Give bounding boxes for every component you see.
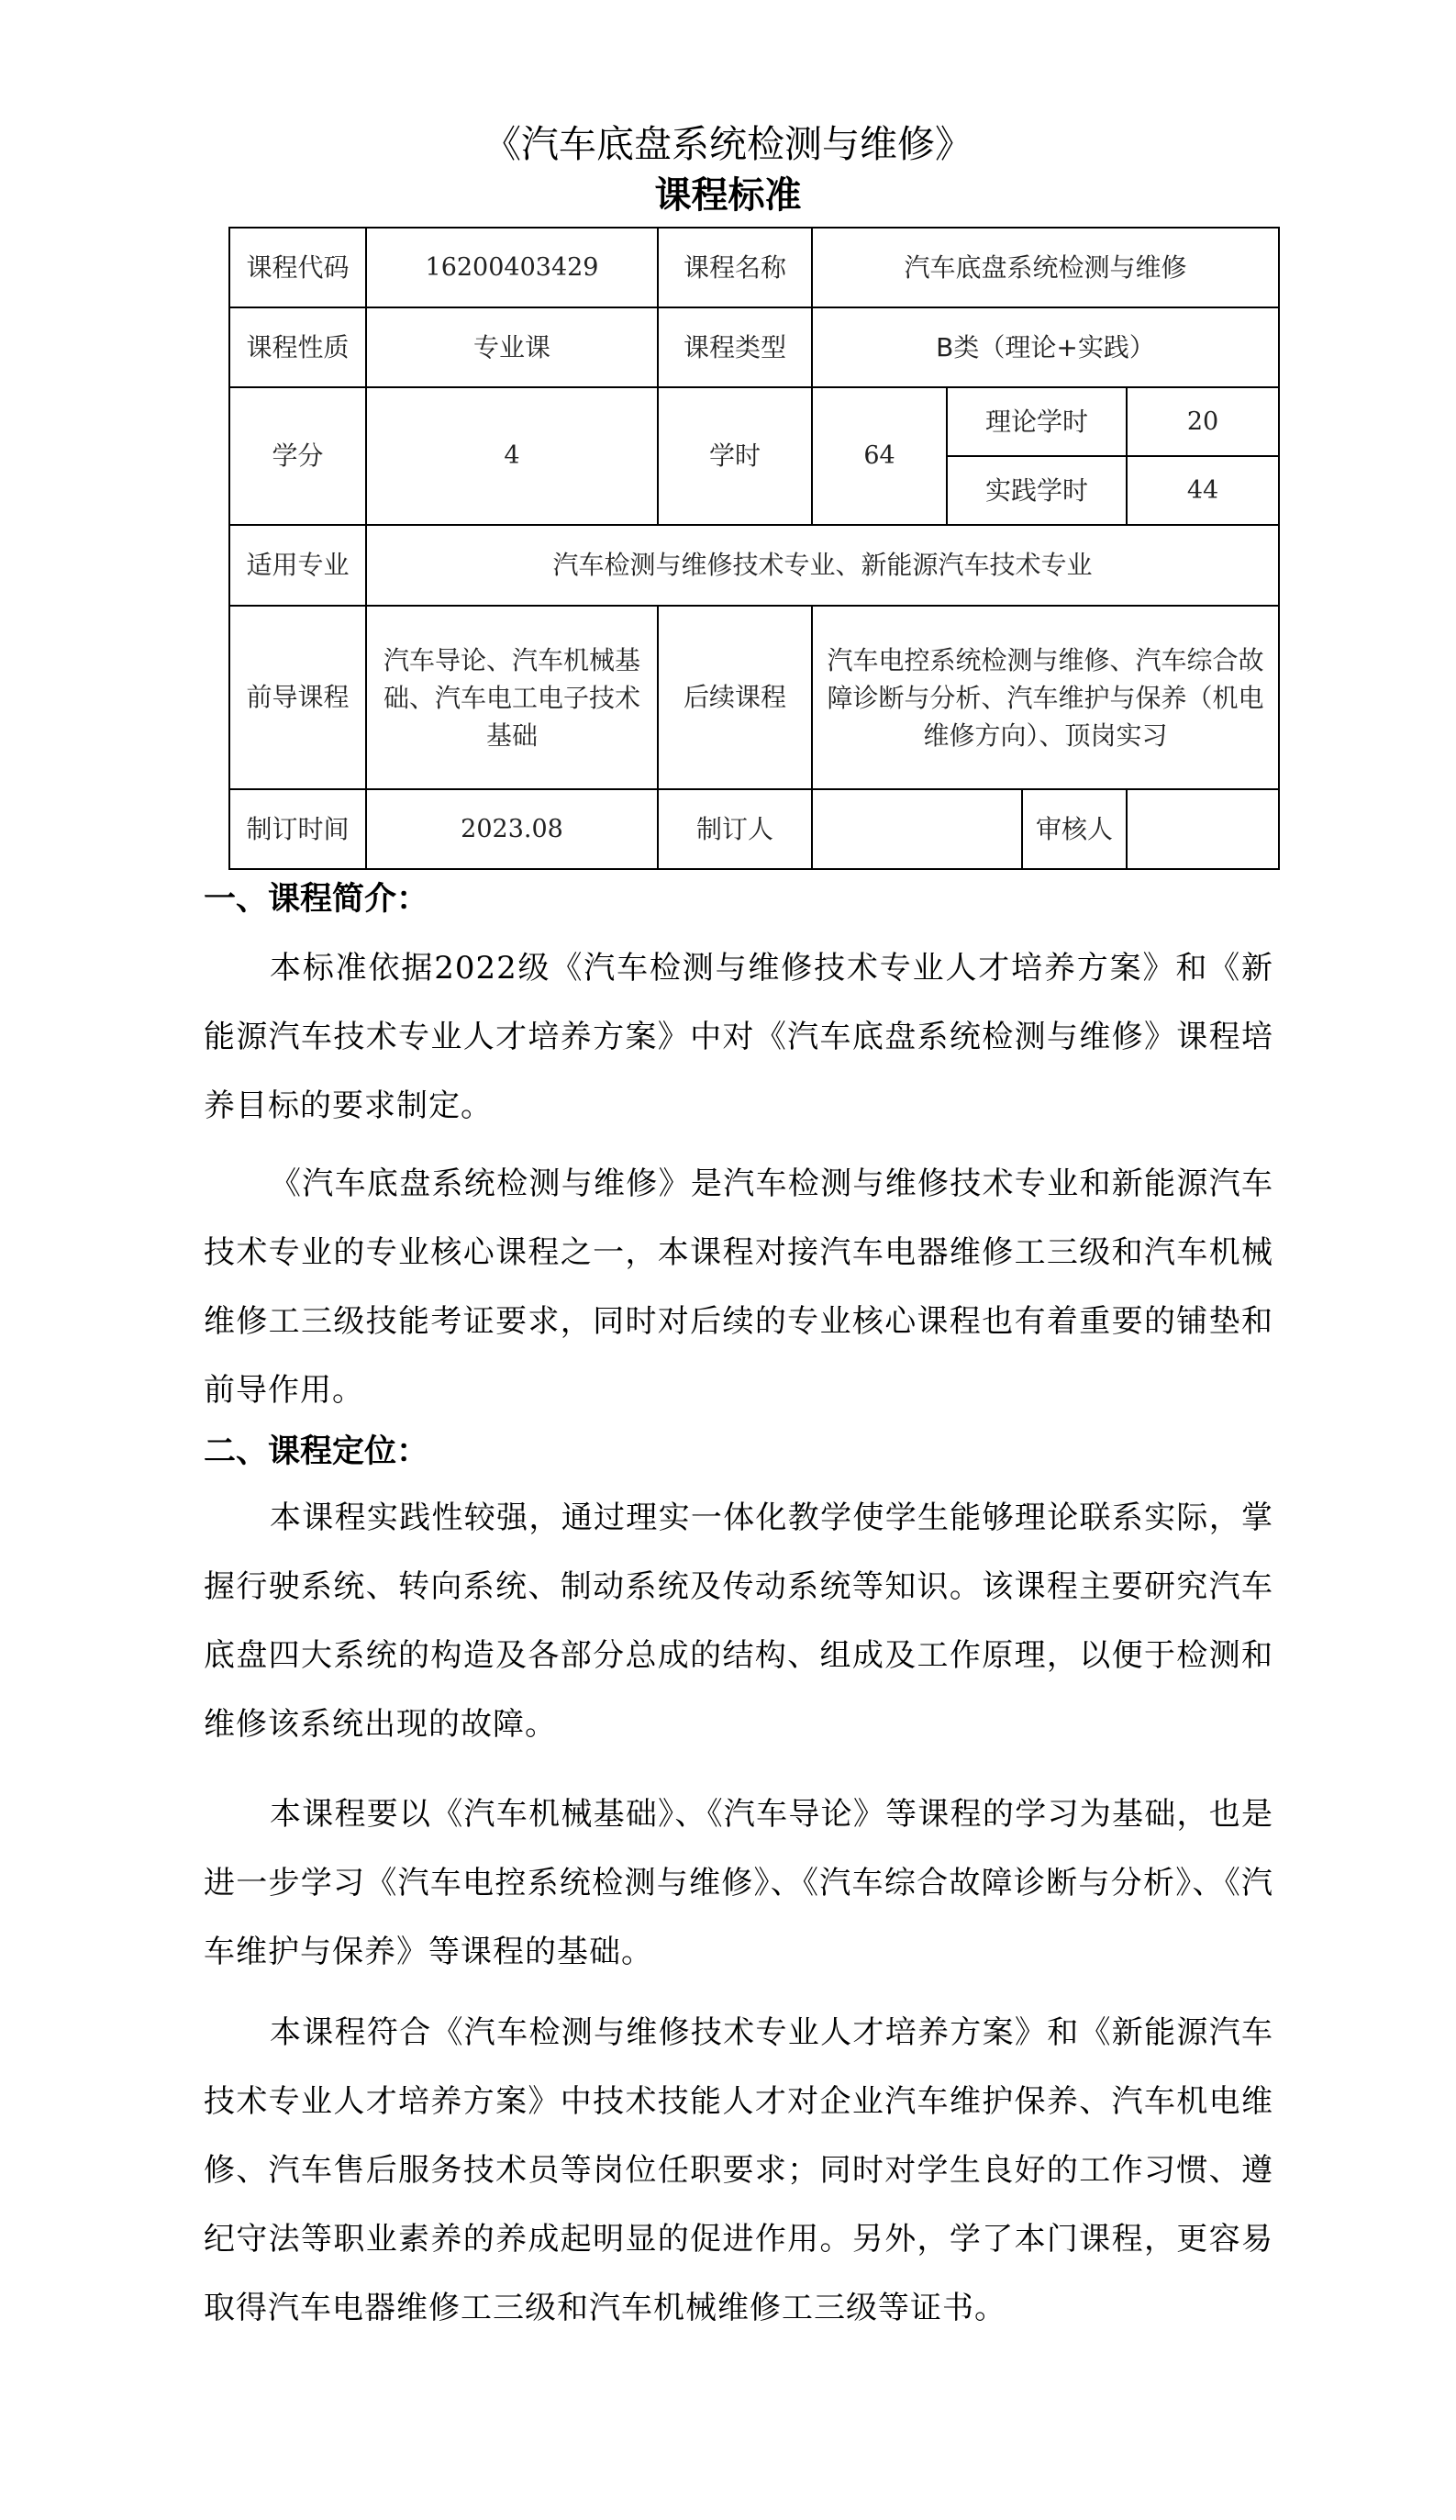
course-nature-label: 课程性质 <box>229 307 366 387</box>
intro-paragraph-1: 本标准依据2022级《汽车检测与维修技术专业人才培养方案》和《新能源汽车技术专业人才培养方案》中对《汽车底盘系统检测与维修》课程培养目标的要求制定。 <box>204 950 1273 1124</box>
position-paragraph-2: 本课程要以《汽车机械基础》、《汽车导论》等课程的学习为基础，也是进一步学习《汽车电控系统检测与维修》、《汽车综合故障诊断与分析》、《汽车维护与保养》等课程的基础。 <box>204 1796 1273 1970</box>
reviewer-value <box>1127 789 1279 869</box>
date-label: 制订时间 <box>229 789 366 869</box>
document-subtitle: 课程标准 <box>654 174 802 217</box>
hours-value: 64 <box>812 387 947 525</box>
course-nature-value: 专业课 <box>366 307 658 387</box>
table-row <box>229 789 1279 869</box>
date-value: 2023.08 <box>366 789 658 869</box>
reviewer-label: 审核人 <box>1022 789 1127 869</box>
credit-label: 学分 <box>229 387 366 525</box>
hours-label: 学时 <box>658 387 812 525</box>
course-name-value: 汽车底盘系统检测与维修 <box>812 228 1279 307</box>
table-row <box>229 228 1279 307</box>
prereq-value: 汽车导论、汽车机械基础、汽车电工电子技术基础 <box>366 606 658 789</box>
document-title: 《汽车底盘系统检测与维修》 <box>483 122 973 166</box>
majors-label: 适用专业 <box>229 525 366 606</box>
table-row <box>229 606 1279 789</box>
practice-hours-value: 44 <box>1127 456 1279 525</box>
course-type-label: 课程类型 <box>658 307 812 387</box>
intro-heading: 一、课程简介： <box>204 881 429 918</box>
theory-hours-value: 20 <box>1127 387 1279 456</box>
table-row <box>229 387 1279 456</box>
author-value <box>812 789 1022 869</box>
course-info-table <box>228 227 1280 870</box>
position-paragraph-3: 本课程符合《汽车检测与维修技术专业人才培养方案》和《新能源汽车技术专业人才培养方案》中技术技能人才对企业汽车维护保养、汽车机电维修、汽车售后服务技术员等岗位任职要求；同时对学生良好的工作习惯、遵纪守法等职业素养的养成起明显的促进作用。另外，学了本门课程，更容易取得汽车电器维修工三级和汽车机械维修工三级等证书。 <box>204 2014 1273 2326</box>
theory-hours-label: 理论学时 <box>947 387 1127 456</box>
intro-paragraph-2: 《汽车底盘系统检测与维修》是汽车检测与维修技术专业和新能源汽车技术专业的专业核心课程之一，本课程对接汽车电器维修工三级和汽车机械维修工三级技能考证要求，同时对后续的专业核心课程也有着重要的铺垫和前导作用。 <box>204 1165 1273 1409</box>
author-label: 制订人 <box>658 789 812 869</box>
practice-hours-label: 实践学时 <box>947 456 1127 525</box>
course-name-label: 课程名称 <box>658 228 812 307</box>
prereq-label: 前导课程 <box>229 606 366 789</box>
course-type-value: B类（理论+实践） <box>812 307 1279 387</box>
table-row <box>229 525 1279 606</box>
followup-label: 后续课程 <box>658 606 812 789</box>
credit-value: 4 <box>366 387 658 525</box>
majors-value: 汽车检测与维修技术专业、新能源汽车技术专业 <box>366 525 1279 606</box>
course-code-label: 课程代码 <box>229 228 366 307</box>
followup-value: 汽车电控系统检测与维修、汽车综合故障诊断与分析、汽车维护与保养（机电维修方向）、顶岗实习 <box>812 606 1279 789</box>
position-heading: 二、课程定位： <box>204 1433 429 1470</box>
course-code-value: 16200403429 <box>366 228 658 307</box>
table-row <box>229 307 1279 387</box>
position-paragraph-1: 本课程实践性较强，通过理实一体化教学使学生能够理论联系实际，掌握行驶系统、转向系统、制动系统及传动系统等知识。该课程主要研究汽车底盘四大系统的构造及各部分总成的结构、组成及工作原理，以便于检测和维修该系统出现的故障。 <box>204 1500 1273 1743</box>
